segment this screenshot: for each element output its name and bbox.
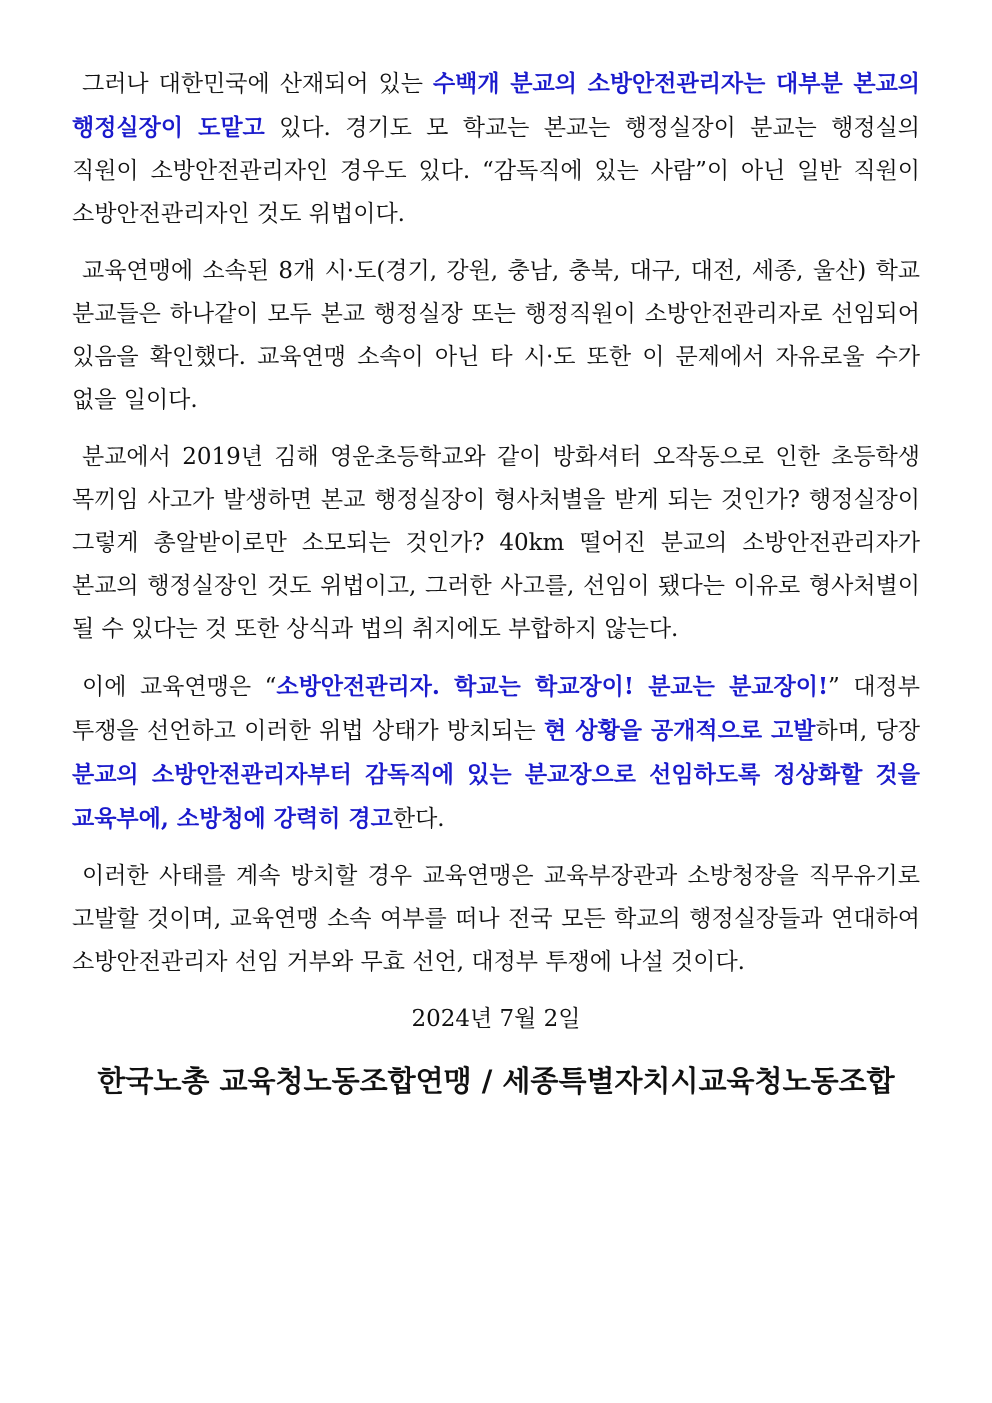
paragraph-text: ” 대정부 투쟁을 선언하고 이러한 위법 상태가 방치되는 <box>72 674 920 744</box>
highlighted-text: 현 상황을 공개적으로 고발 <box>544 717 816 744</box>
paragraph-p5 <box>72 855 920 984</box>
document-date: 2024년 7월 2일 <box>411 1006 581 1032</box>
paragraph-text: 교육연맹에 소속된 8개 시·도(경기, 강원, 충남, 충북, 대구, 대전, 세종, 울산) 학교 분교들은 하나같이 모두 본교 행정실장 또는 행정직원이 소방안전관리자로 선임되어 있음을 확인했다. 교육연맹 소속이 아닌 타 시·도 또한 이 문제에서 자유로울 수가 없을 일이다. <box>72 258 920 413</box>
paragraph-p3 <box>72 436 920 651</box>
document-signature: 한국노총 교육청노동조합연맹 / 세종특별자치시교육청노동조합 <box>97 1064 895 1098</box>
paragraph-text: 한다. <box>392 806 445 832</box>
paragraph-p1 <box>72 62 920 236</box>
highlighted-text: 소방안전관리자. 학교는 학교장이! 분교는 분교장이! <box>276 673 829 700</box>
paragraph-text: 이러한 사태를 계속 방치할 경우 교육연맹은 교육부장관과 소방청장을 직무유기로 고발할 것이며, 교육연맹 소속 여부를 떠나 전국 모든 학교의 행정실장들과 연대하여 소방안전관리자 선임 거부와 무효 선언, 대정부 투쟁에 나설 것이다. <box>72 863 920 975</box>
highlighted-text: 수백개 분교의 소방안전관리자는 대부분 본교의 행정실장이 도맡고 <box>72 70 920 141</box>
paragraph-text: 하며, 당장 <box>815 718 921 744</box>
document-body <box>72 62 920 984</box>
paragraph-p4 <box>72 665 920 841</box>
paragraph-text: 그러나 대한민국에 산재되어 있는 <box>82 71 433 97</box>
paragraph-text: 있다. 경기도 모 학교는 본교는 행정실장이 분교는 행정실의 직원이 소방안전관리자인 경우도 있다. “감독직에 있는 사람”이 아닌 일반 직원이 소방안전관리자인 것도 위법이다. <box>72 115 920 227</box>
document-page <box>72 62 920 1101</box>
paragraph-text: 분교에서 2019년 김해 영운초등학교와 같이 방화셔터 오작동으로 인한 초등학생 목끼임 사고가 발생하면 본교 행정실장이 형사처별을 받게 되는 것인가? 행정실장이 그렇게 총알받이로만 소모되는 것인가? 40km 떨어진 분교의 소방안전관리자가 본교의 행정실장인 것도 위법이고, 그러한 사고를, 선임이 됐다는 이유로 형사처별이 될 수 있다는 것 또한 상식과 법의 취지에도 부합하지 않는다. <box>72 444 920 642</box>
highlighted-text: 분교의 소방안전관리자부터 감독직에 있는 분교장으로 선임하도록 정상화할 것을 교육부에, 소방청에 강력히 경고 <box>72 761 920 832</box>
paragraph-p2 <box>72 250 920 422</box>
paragraph-text: 이에 교육연맹은 “ <box>82 674 277 700</box>
